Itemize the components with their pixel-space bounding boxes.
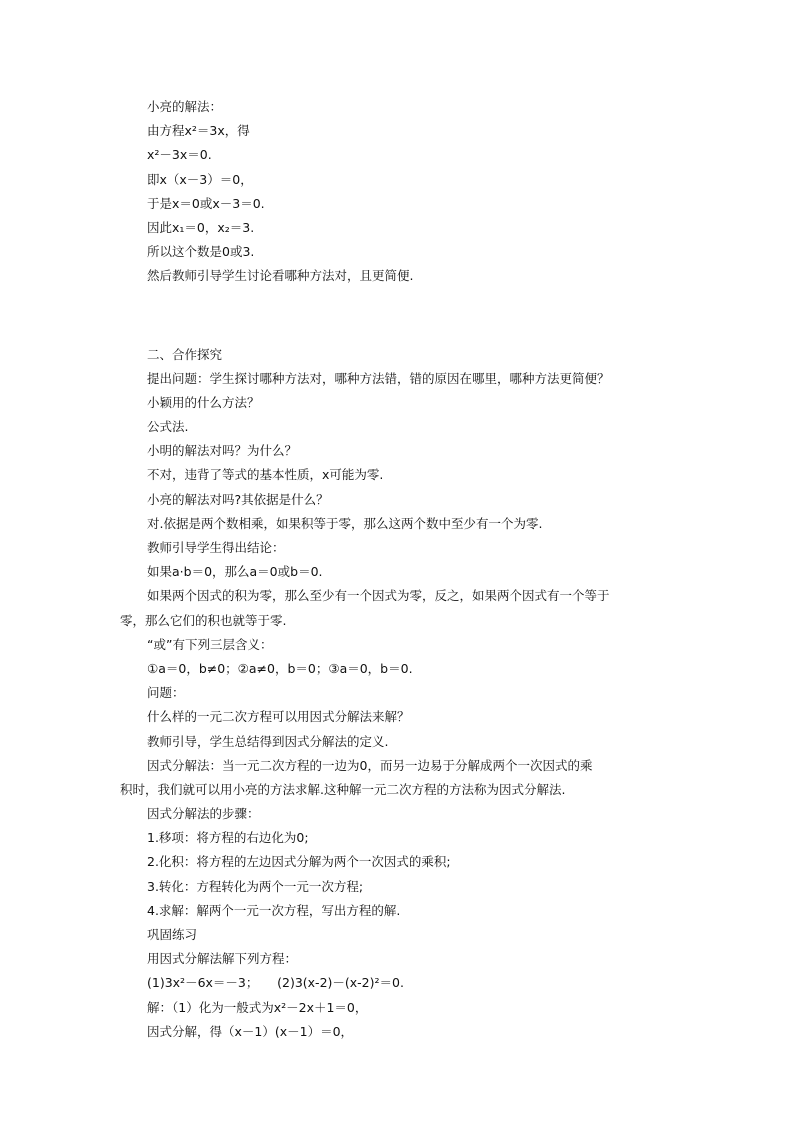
text-line: 2.化积：将方程的左边因式分解为两个一次因式的乘积;	[147, 854, 451, 870]
text-line: 教师引导，学生总结得到因式分解法的定义.	[147, 733, 389, 749]
text-line: 积时，我们就可以用小亮的方法求解.这种解一元二次方程的方法称为因式分解法.	[120, 781, 566, 797]
section-spacer	[120, 305, 680, 327]
text-line: 对.依据是两个数相乘，如果积等于零，那么这两个数中至少有一个为零.	[147, 515, 543, 531]
text-line: 小明的解法对吗？为什么？	[147, 443, 298, 459]
text-line: 因此x₁＝0，x₂＝3.	[147, 219, 255, 235]
text-line: 不对，违背了等式的基本性质，x可能为零.	[147, 467, 384, 483]
text-line: 巩固练习	[147, 927, 198, 942]
text-line: “或”有下列三层含义：	[147, 636, 273, 652]
text-line: 因式分解法：当一元二次方程的一边为0，而另一边易于分解成两个一次因式的乘	[147, 757, 593, 773]
text-line: 用因式分解法解下列方程：	[147, 951, 298, 967]
text-line: (1)3x²－6x＝－3； (2)3(x-2)－(x-2)²＝0.	[147, 975, 404, 991]
text-line: ①a＝0，b≠0；②a≠0，b＝0；③a＝0，b＝0.	[147, 660, 413, 676]
text-line: 即x（x－3）＝0，	[147, 171, 253, 187]
text-line: 因式分解，得（x－1）(x－1）＝0，	[147, 1023, 354, 1039]
text-line: 解：（1）化为一般式为x²－2x＋1＝0，	[147, 999, 368, 1015]
text-line: 二、合作探究	[147, 346, 223, 362]
text-line: 教师引导学生得出结论：	[147, 540, 285, 555]
text-line: 因式分解法的步骤：	[147, 806, 260, 822]
text-line: 小亮的解法对吗?其依据是什么？	[147, 491, 329, 507]
text-line: 1.移项：将方程的右边化为0;	[147, 830, 309, 846]
document-body	[120, 95, 680, 1044]
text-line: 提出问题：学生探讨哪种方法对，哪种方法错，错的原因在哪里，哪种方法更简便？	[147, 370, 610, 386]
text-line: 什么样的一元二次方程可以用因式分解法来解？	[147, 709, 410, 725]
text-line: 所以这个数是0或3.	[147, 244, 255, 260]
text-line: 问题：	[147, 685, 185, 701]
text-line: 小亮的解法：	[147, 99, 223, 114]
text-line: x²－3x＝0.	[147, 147, 212, 163]
text-line: 4.求解：解两个一元一次方程，写出方程的解.	[147, 902, 401, 918]
text-line: 小颖用的什么方法？	[147, 394, 260, 410]
text-line: 如果a·b＝0，那么a＝0或b＝0.	[147, 564, 323, 580]
text-line: 零，那么它们的积也就等于零.	[120, 612, 287, 628]
text-line: 公式法.	[147, 419, 189, 435]
text-line: 然后教师引导学生讨论看哪种方法对，且更简便.	[147, 268, 414, 284]
text-line: 3.转化：方程转化为两个一元一次方程;	[147, 878, 364, 894]
text-line: 如果两个因式的积为零，那么至少有一个因式为零，反之，如果两个因式有一个等于	[147, 588, 610, 604]
text-line: 于是x＝0或x－3＝0.	[147, 195, 265, 211]
text-line: 由方程x²＝3x，得	[147, 123, 250, 139]
